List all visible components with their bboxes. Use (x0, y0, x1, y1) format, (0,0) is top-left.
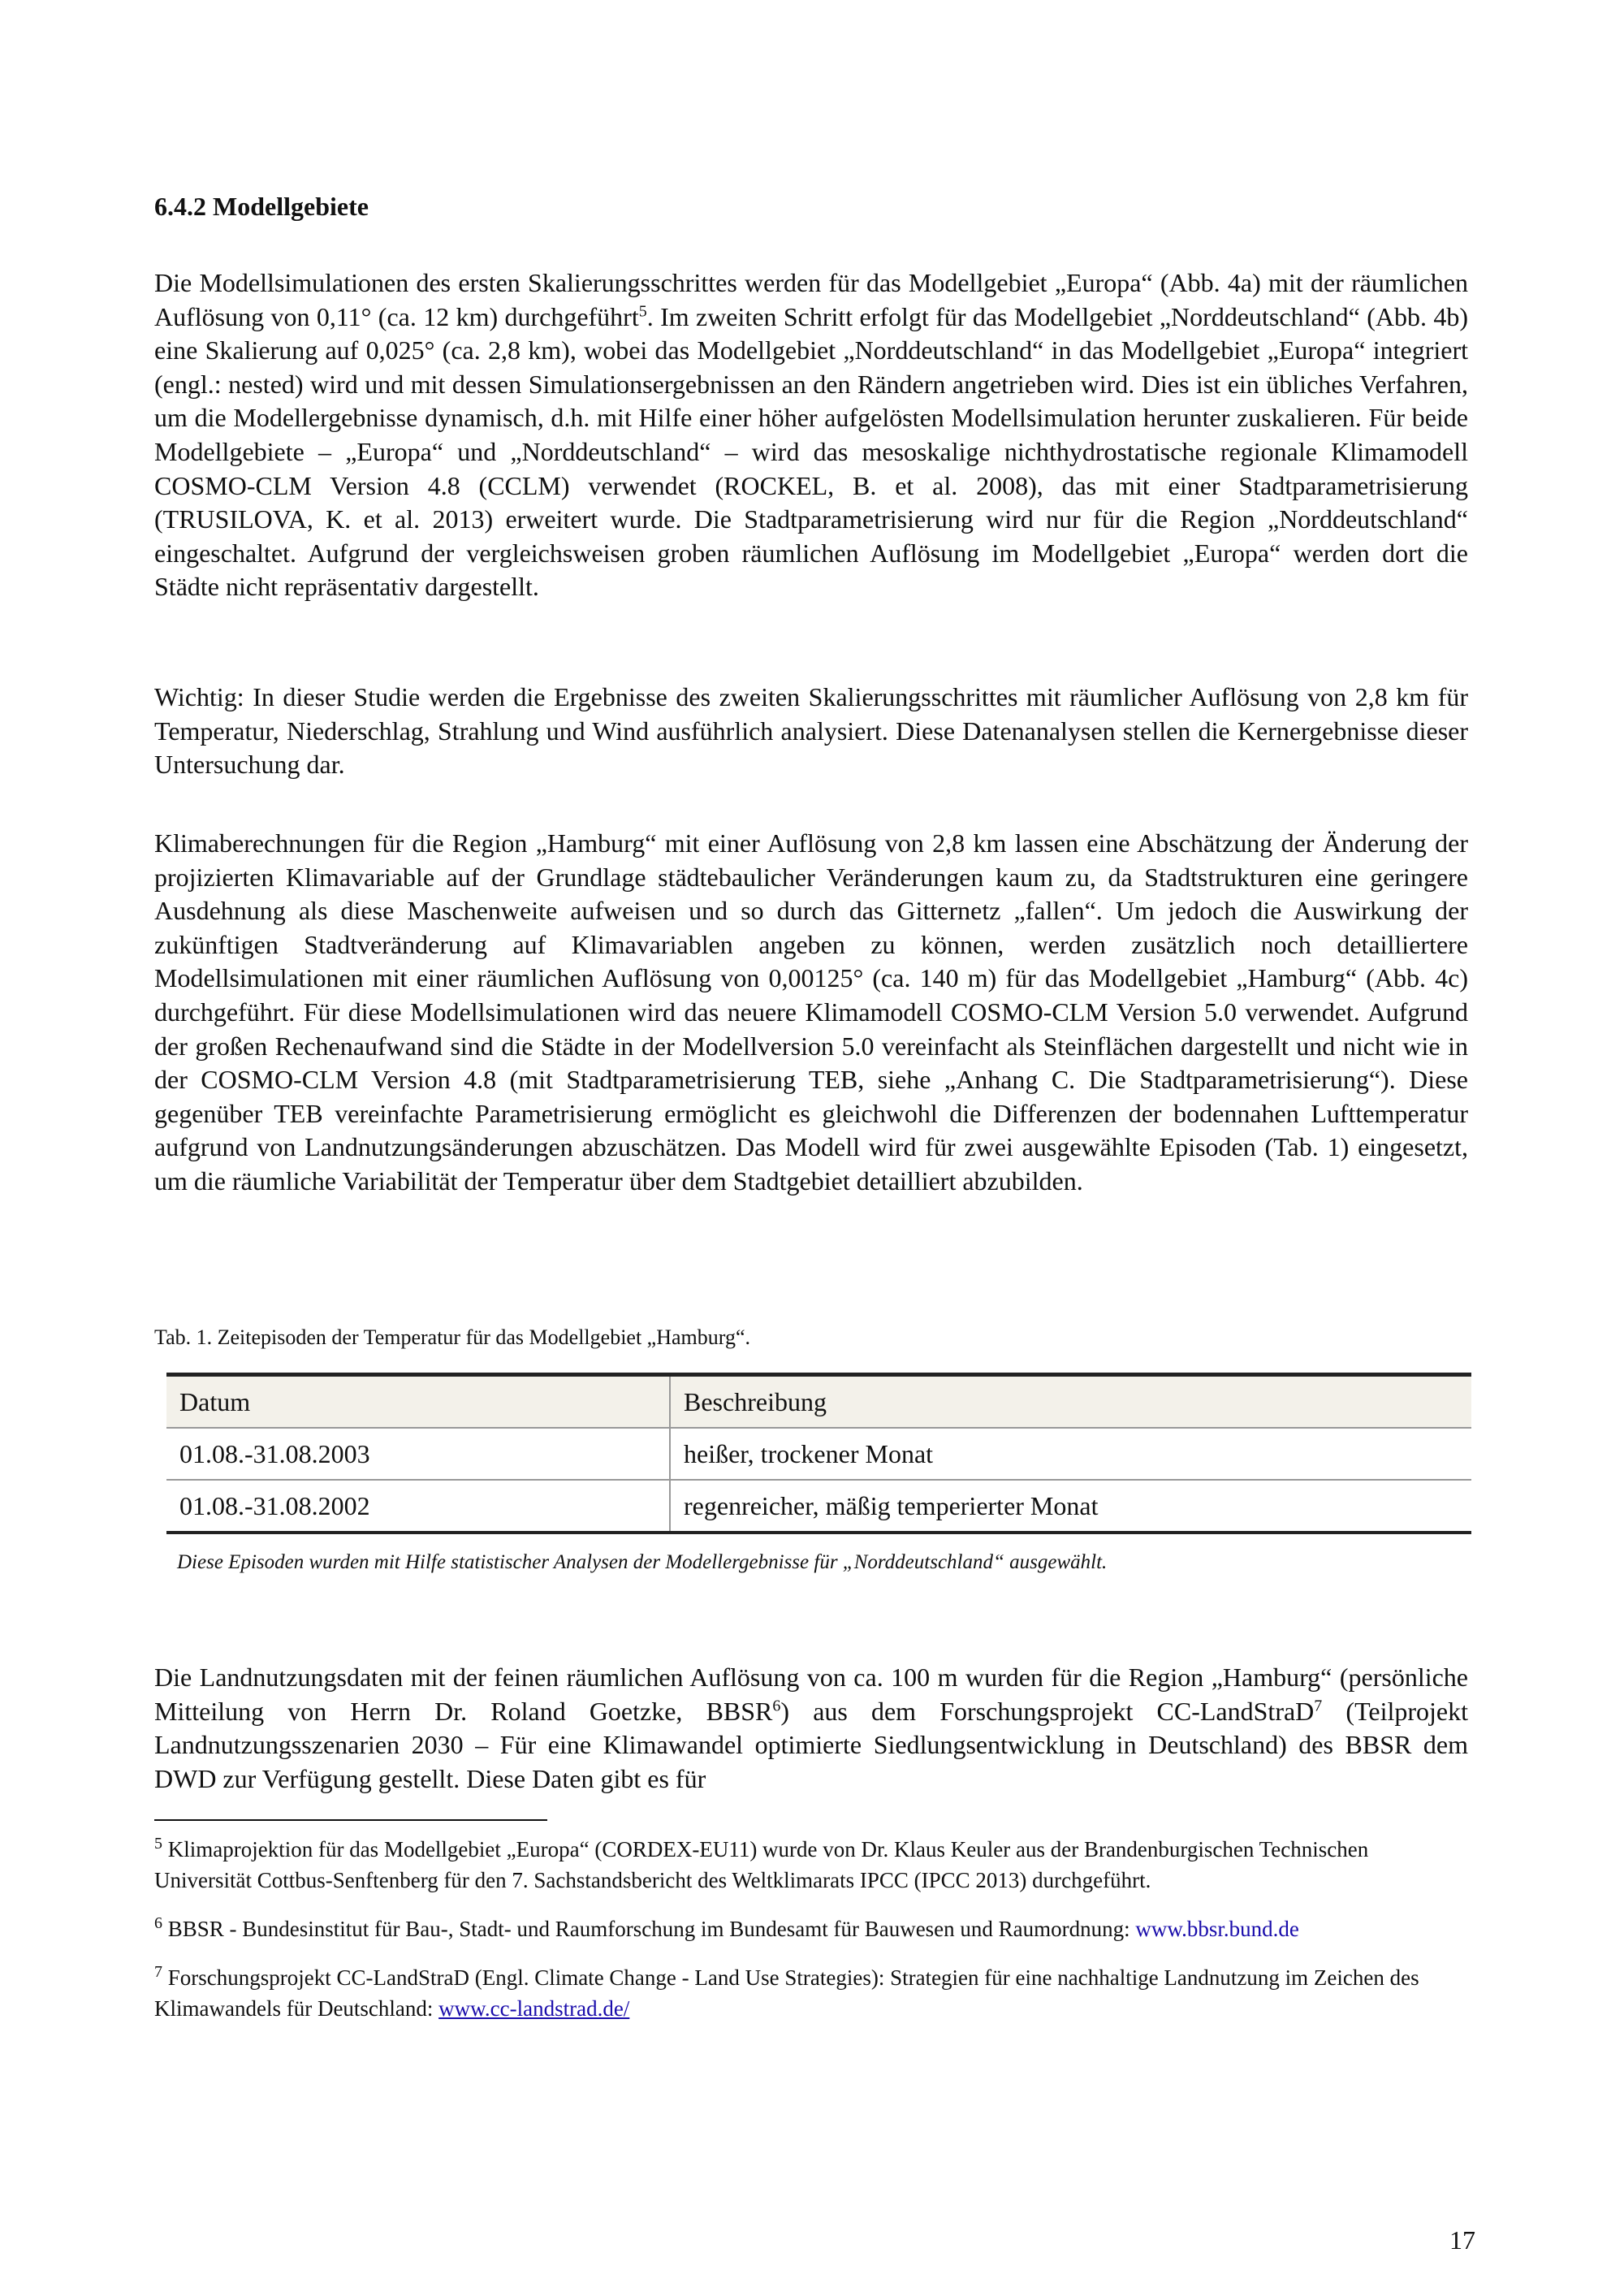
footnote-text: BBSR - Bundesinstitut für Bau-, Stadt- und Raumforschung im Bundesamt für Bauwesen und Raumordnung: (167, 1917, 1136, 1941)
table-cell-datum: 01.08.-31.08.2002 (166, 1480, 670, 1533)
footnote-text: Forschungsprojekt CC-LandStraD (Engl. Climate Change - Land Use Strategies): Strategien für eine nachhaltige Landnutzung im Zeichen des Klimawandels für Deutschland: (154, 1965, 1419, 2021)
footnote-text: Klimaprojektion für das Modellgebiet „Europa“ (CORDEX-EU11) wurde von Dr. Klaus Keuler aus der Brandenburgischen Technischen Universität Cottbus-Senftenberg für den 7. Sachstandsbericht des Weltklimarats IPCC (IPCC 2013) durchgeführt. (154, 1837, 1369, 1892)
table-cell-beschreibung: regenreicher, mäßig temperierter Monat (670, 1480, 1471, 1533)
table-row (166, 1480, 1471, 1533)
table-cell-datum: 01.08.-31.08.2003 (166, 1428, 670, 1480)
footnote-number: 6 (154, 1914, 162, 1932)
paragraph-text: Die Modellsimulationen des ersten Skalierungsschrittes werden für das Modellgebiet „Europa“ (Abb. 4a) mit der räumlichen Auflösung von 0,11° (ca. 12 km) durchgeführt (154, 268, 1468, 331)
paragraph-text: . Im zweiten Schritt erfolgt für das Modellgebiet „Norddeutschland“ (Abb. 4b) eine Skalierung auf 0,025° (ca. 2,8 km), wobei das Modellgebiet „Norddeutschland“ in das Modellgebiet „Europa“ integriert (engl.: nested) wird und mit dessen Simulationsergebnissen an den Rändern angetrieben wird. Dies ist ein übliches Verfahren, um die Modellergebnisse dynamisch, d.h. mit Hilfe einer höher aufgelösten Modellsimulation herunter zuskalieren. Für beide Modellgebiete – „Europa“ und „Norddeutschland“ – wird das mesoskalige nichthydrostatische regionale Klimamodell COSMO-CLM Version 4.8 (CCLM) verwendet (ROCKEL, B. et al. 2008), das mit einer Stadtparametrisierung (TRUSILOVA, K. et al. 2013) erweitert wurde. Die Stadtparametrisierung wird nur für die Region „Norddeutschland“ eingeschaltet. Aufgrund der vergleichsweisen groben räumlichen Auflösung im Modellgebiet „Europa“ werden dort die Städte nicht repräsentativ dargestellt. (154, 301, 1469, 602)
footnote-ref-5[interactable]: 5 (638, 301, 647, 320)
paragraph-text: ) aus dem Forschungsprojekt CC-LandStraD (780, 1696, 1315, 1726)
paragraph-land-use (154, 1661, 1468, 1796)
table-caption: Tab. 1. Zeitepisoden der Temperatur für das Modellgebiet „Hamburg“. (154, 1325, 750, 1349)
table-note: Diese Episoden wurden mit Hilfe statistischer Analysen der Modellergebnisse für „Norddeutschland“ ausgewählt. (177, 1551, 1108, 1573)
table-cell-beschreibung: heißer, trockener Monat (670, 1428, 1471, 1480)
table-row (166, 1428, 1471, 1480)
footnote-number: 5 (154, 1835, 162, 1853)
paragraph-text: (Teilprojekt Landnutzungsszenarien 2030 – Für eine Klimawandel optimierte Siedlungsentwicklung in Deutschland) des BBSR dem DWD zur Verfügung gestellt. Diese Daten gibt es für (154, 1696, 1469, 1793)
cc-landstrad-link[interactable]: www.cc-landstrad.de/ (438, 1996, 630, 2021)
paragraph-text: Die Landnutzungsdaten mit der feinen räumlichen Auflösung von ca. 100 m wurden für die Region „Hamburg“ (persönliche Mitteilung von Herrn Dr. Roland Goetzke, BBSR (154, 1663, 1468, 1726)
bbsr-link[interactable]: www.bbsr.bund.de (1135, 1917, 1299, 1941)
footnote-5 (154, 1834, 1468, 1896)
table-header-datum: Datum (166, 1375, 670, 1429)
footnote-7 (154, 1962, 1468, 2024)
footnote-6 (154, 1913, 1468, 1944)
section-heading: 6.4.2 Modellgebiete (154, 192, 369, 221)
footnote-divider (154, 1819, 547, 1821)
page-number: 17 (1449, 2225, 1475, 2255)
footnote-number: 7 (154, 1963, 162, 1981)
paragraph-important: Wichtig: In dieser Studie werden die Ergebnisse des zweiten Skalierungsschrittes mit räumlicher Auflösung von 2,8 km für Temperatur, Niederschlag, Strahlung und Wind ausführlich analysiert. Diese Datenanalysen stellen die Kernergebnisse dieser Untersuchung dar. (154, 682, 1468, 780)
footnote-ref-7[interactable]: 7 (1314, 1696, 1323, 1714)
table-header-row (166, 1375, 1471, 1429)
table-header-beschreibung: Beschreibung (670, 1375, 1471, 1429)
footnote-ref-6[interactable]: 6 (772, 1696, 781, 1714)
episodes-table (166, 1373, 1471, 1534)
paragraph-model-regions (154, 266, 1468, 604)
paragraph-hamburg: Klimaberechnungen für die Region „Hamburg“ mit einer Auflösung von 2,8 km lassen eine Abschätzung der Änderung der projizierten Klimavariable auf der Grundlage städtebaulicher Veränderungen kaum zu, da Stadtstrukturen eine geringere Ausdehnung als diese Maschenweite aufweisen und so durch das Gitternetz „fallen“. Um jedoch die Auswirkung der zukünftigen Stadtveränderung auf Klimavariablen angeben zu können, werden zusätzlich noch detailliertere Modellsimulationen mit einer räumlichen Auflösung von 0,00125° (ca. 140 m) für das Modellgebiet „Hamburg“ (Abb. 4c) durchgeführt. Für diese Modellsimulationen wird das neuere Klimamodell COSMO-CLM Version 5.0 verwendet. Aufgrund der großen Rechenaufwand sind die Städte in der Modellversion 5.0 vereinfacht als Steinflächen dargestellt und nicht wie in der COSMO-CLM Version 4.8 (mit Stadtparametrisierung TEB, siehe „Anhang C. Die Stadtparametrisierung“). Diese gegenüber TEB vereinfachte Parametrisierung ermöglicht es gleichwohl die Differenzen der bodennahen Lufttemperatur aufgrund von Landnutzungsänderungen abzuschätzen. Das Modell wird für zwei ausgewählte Episoden (Tab. 1) eingesetzt, um die räumliche Variabilität der Temperatur über dem Stadtgebiet detailliert abzubilden. (154, 828, 1468, 1196)
footnotes (154, 1834, 1468, 2042)
